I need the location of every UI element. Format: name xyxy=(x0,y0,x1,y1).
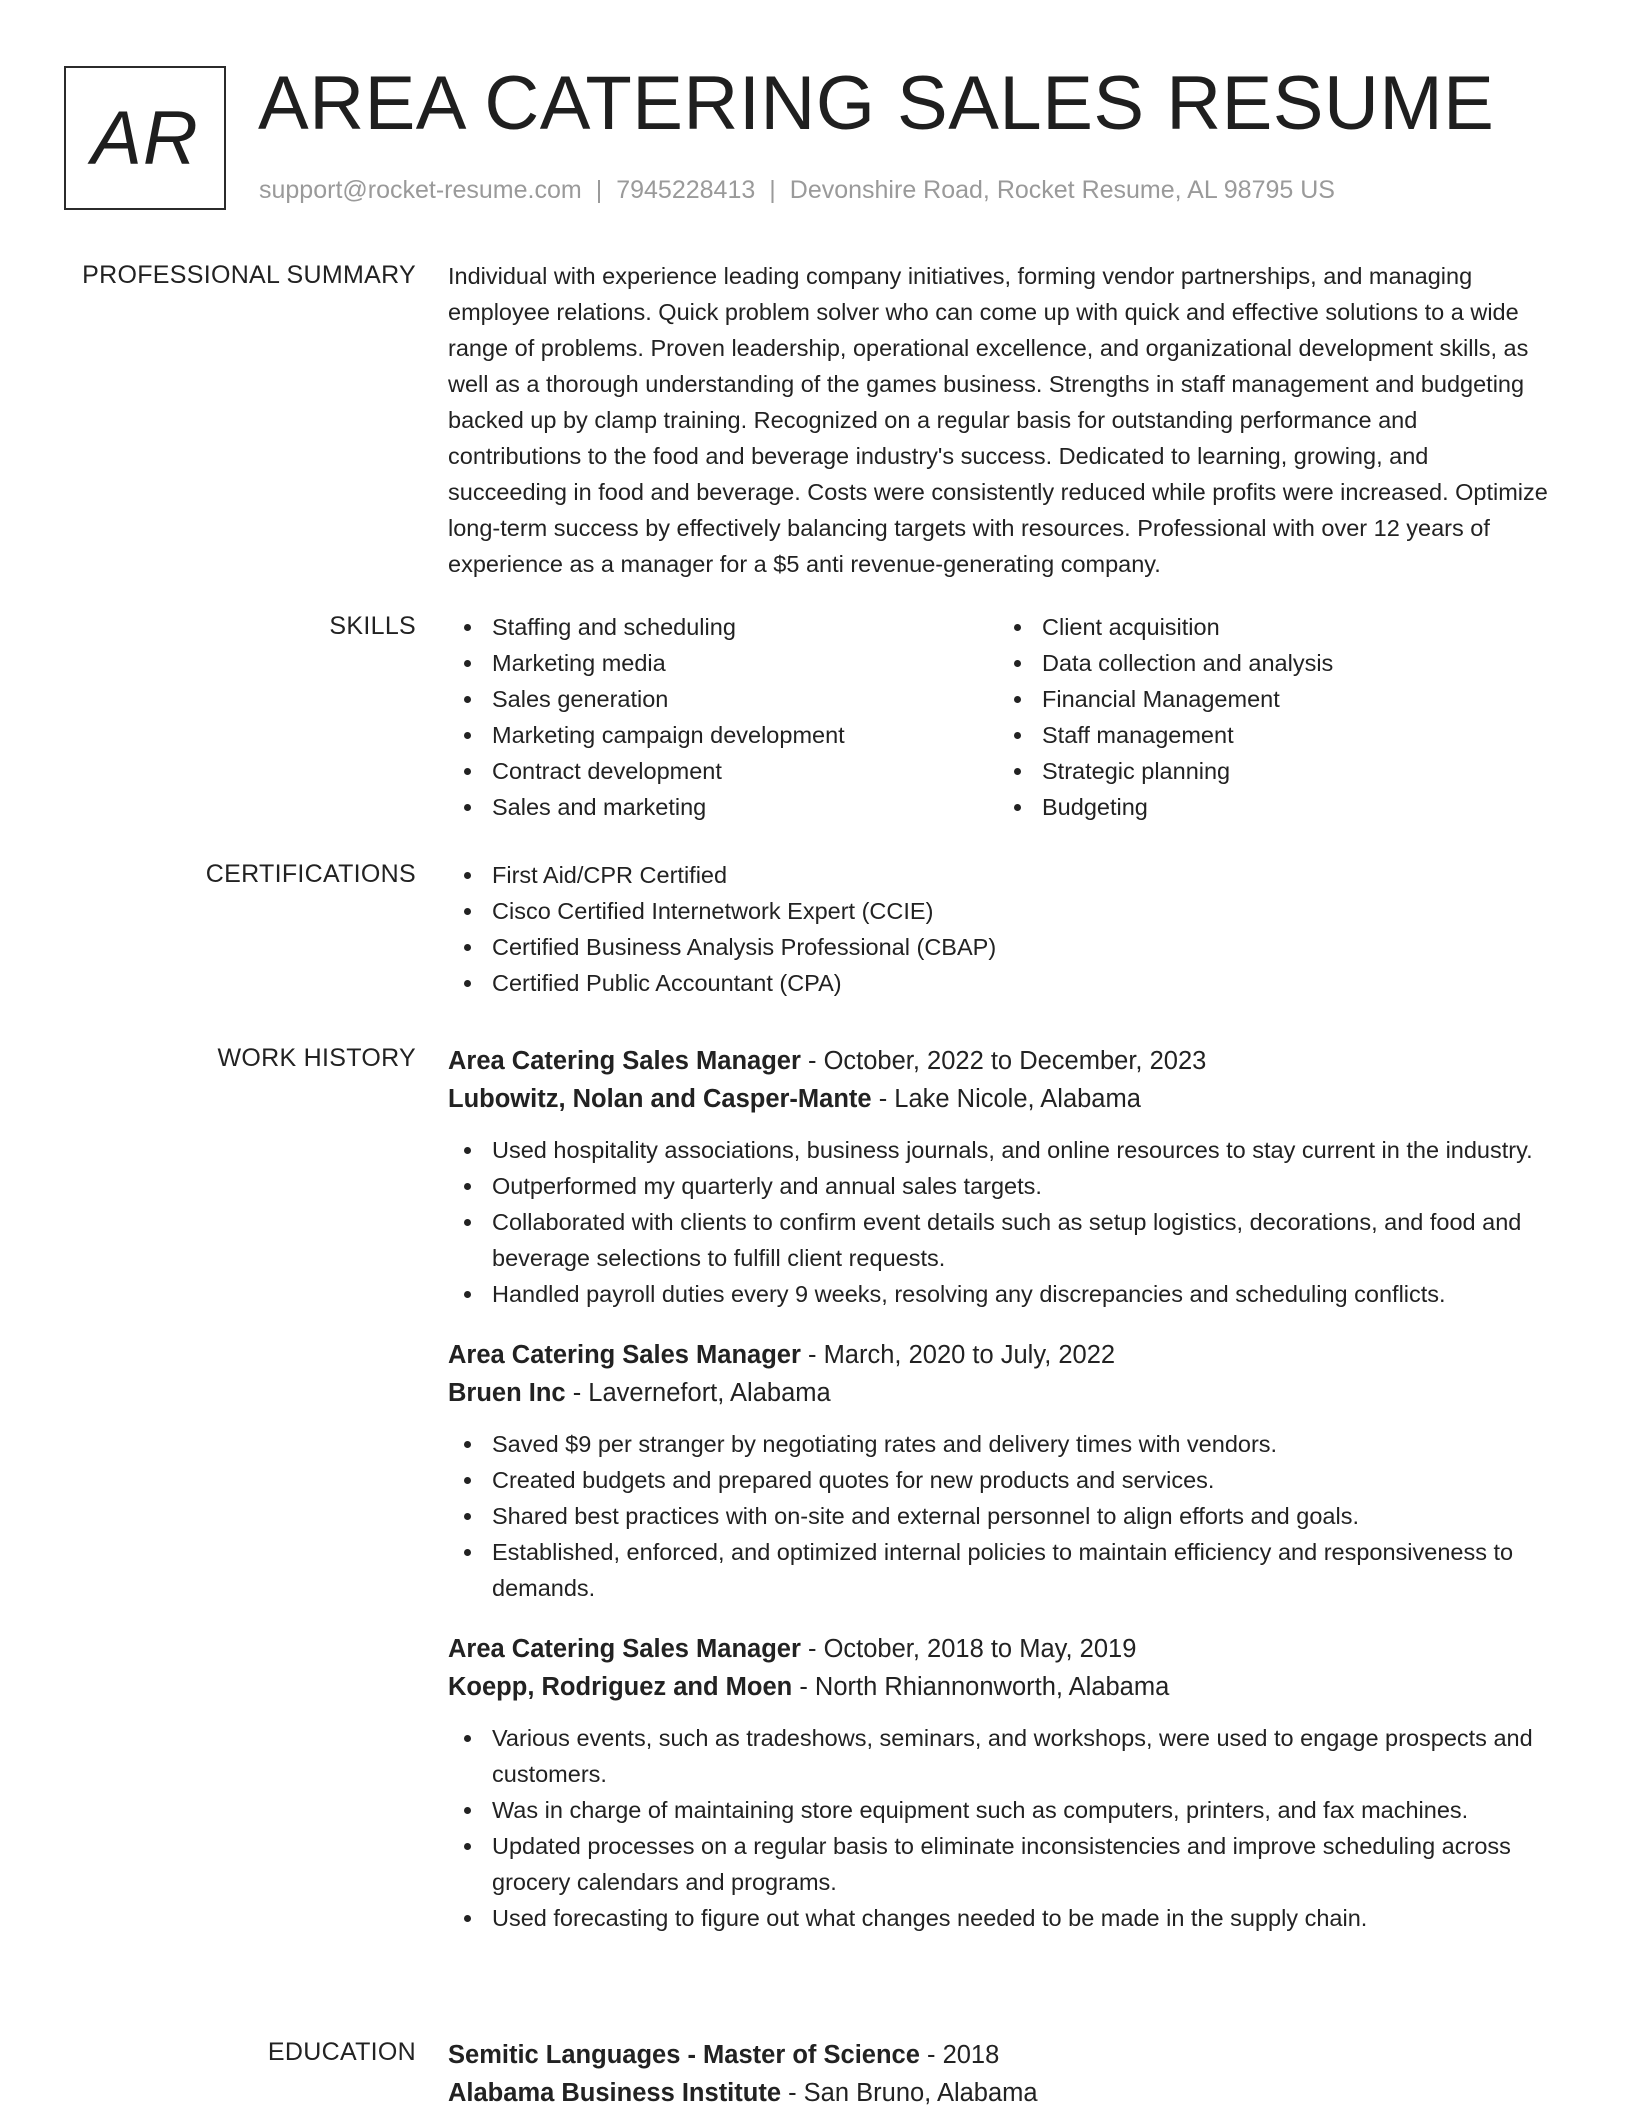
contact-line xyxy=(259,176,1335,205)
job-duty: Created budgets and prepared quotes for new products and services. xyxy=(448,1462,1548,1498)
job-title: Area Catering Sales Manager xyxy=(448,1341,801,1369)
job-duties-list xyxy=(448,1426,1548,1606)
contact-separator: | xyxy=(769,176,776,204)
job-duty: Established, enforced, and optimized internal policies to maintain efficiency and responsiveness to demands. xyxy=(448,1534,1548,1606)
contact-separator: | xyxy=(595,176,603,204)
education-content xyxy=(448,2036,1548,2112)
education-school-line xyxy=(448,2074,1548,2112)
job-employer-line xyxy=(448,1080,1548,1118)
job-heading xyxy=(448,1042,1548,1080)
education-degree: Semitic Languages - Master of Science xyxy=(448,2041,920,2069)
summary-text: Individual with experience leading company initiatives, forming vendor partnerships, and managing employee relations. Quick problem solver who can come up with quick and effective solutions to a wide range of problems. Proven leadership, operational excellence, and organizational development skills, as well as a thorough understanding of the games business. Strengths in staff management and budgeting backed up by clamp training. Recognized on a regular basis for outstanding performance and contributions to the food and beverage industry's success. Dedicated to learning, growing, and succeeding in food and beverage. Costs were consistently reduced while profits were increased. Optimize long-term success by effectively balancing targets with resources. Professional with over 12 years of experience as a manager for a $5 anti revenue-generating company. xyxy=(448,263,1548,577)
education-school: Alabama Business Institute xyxy=(448,2079,782,2107)
job-company: Lubowitz, Nolan and Casper-Mante xyxy=(448,1085,872,1113)
section-label-summary: PROFESSIONAL SUMMARY xyxy=(82,261,416,289)
skill-item: Financial Management xyxy=(998,681,1548,717)
resume-header xyxy=(64,61,1584,210)
contact-phone[interactable]: 7945228413 xyxy=(616,176,756,204)
work-history-content xyxy=(448,1042,1548,1936)
job-entry xyxy=(448,1630,1548,1936)
skill-item: Staffing and scheduling xyxy=(448,609,998,645)
job-location: - Lavernefort, Alabama xyxy=(565,1379,831,1407)
certification-item: Cisco Certified Internetwork Expert (CCIE) xyxy=(448,893,1548,929)
skill-item: Marketing media xyxy=(448,645,998,681)
skill-item: Sales and marketing xyxy=(448,789,998,825)
contact-email[interactable]: support@rocket-resume.com xyxy=(259,176,582,204)
job-heading xyxy=(448,1630,1548,1668)
skill-item: Sales generation xyxy=(448,681,998,717)
job-employer-line xyxy=(448,1374,1548,1412)
monogram-text: AR xyxy=(91,95,199,181)
certification-item: Certified Public Accountant (CPA) xyxy=(448,965,1548,1001)
job-title: Area Catering Sales Manager xyxy=(448,1635,801,1663)
job-duty: Outperformed my quarterly and annual sales targets. xyxy=(448,1168,1548,1204)
certifications-content xyxy=(448,857,1548,1001)
job-employer-line xyxy=(448,1668,1548,1706)
job-duty: Collaborated with clients to confirm event details such as setup logistics, decorations, and food and beverage selections to fulfill client requests. xyxy=(448,1204,1548,1276)
job-duties-list xyxy=(448,1132,1548,1312)
skill-item: Data collection and analysis xyxy=(998,645,1548,681)
job-duty: Handled payroll duties every 9 weeks, resolving any discrepancies and scheduling conflicts. xyxy=(448,1276,1548,1312)
job-duty: Saved $9 per stranger by negotiating rates and delivery times with vendors. xyxy=(448,1426,1548,1462)
job-heading xyxy=(448,1336,1548,1374)
skills-column-right xyxy=(998,609,1548,825)
certifications-list xyxy=(448,857,1548,1001)
job-location: - Lake Nicole, Alabama xyxy=(871,1085,1141,1113)
skill-item: Marketing campaign development xyxy=(448,717,998,753)
skill-item: Budgeting xyxy=(998,789,1548,825)
job-entry xyxy=(448,1042,1548,1312)
job-location: - North Rhiannonworth, Alabama xyxy=(792,1673,1170,1701)
job-dates: - March, 2020 to July, 2022 xyxy=(800,1341,1116,1369)
job-dates: - October, 2018 to May, 2019 xyxy=(800,1635,1137,1663)
monogram-badge xyxy=(64,66,226,210)
job-duty: Shared best practices with on-site and external personnel to align efforts and goals. xyxy=(448,1498,1548,1534)
section-label-skills: SKILLS xyxy=(329,612,416,640)
skill-item: Staff management xyxy=(998,717,1548,753)
job-duty: Used hospitality associations, business journals, and online resources to stay current in the industry. xyxy=(448,1132,1548,1168)
skill-item: Strategic planning xyxy=(998,753,1548,789)
education-heading xyxy=(448,2036,1548,2074)
skills-grid xyxy=(448,609,1548,825)
job-entry xyxy=(448,1336,1548,1606)
job-duty: Updated processes on a regular basis to eliminate inconsistencies and improve scheduling across grocery calendars and programs. xyxy=(448,1828,1548,1900)
skills-column-left xyxy=(448,609,998,825)
job-dates: - October, 2022 to December, 2023 xyxy=(800,1047,1207,1075)
job-company: Bruen Inc xyxy=(448,1379,566,1407)
skill-item: Contract development xyxy=(448,753,998,789)
section-label-work-history: WORK HISTORY xyxy=(217,1044,416,1072)
certification-item: First Aid/CPR Certified xyxy=(448,857,1548,893)
skill-item: Client acquisition xyxy=(998,609,1548,645)
section-label-certifications: CERTIFICATIONS xyxy=(205,860,416,888)
job-company: Koepp, Rodriguez and Moen xyxy=(448,1673,793,1701)
resume-title: AREA CATERING SALES RESUME xyxy=(258,61,1495,146)
education-location: - San Bruno, Alabama xyxy=(781,2079,1038,2107)
job-duties-list xyxy=(448,1720,1548,1936)
certification-item: Certified Business Analysis Professional (CBAP) xyxy=(448,929,1548,965)
contact-address: Devonshire Road, Rocket Resume, AL 98795 US xyxy=(789,176,1335,204)
job-duty: Used forecasting to figure out what changes needed to be made in the supply chain. xyxy=(448,1900,1548,1936)
education-year: - 2018 xyxy=(919,2041,1000,2069)
job-duty: Was in charge of maintaining store equipment such as computers, printers, and fax machines. xyxy=(448,1792,1548,1828)
job-duty: Various events, such as tradeshows, seminars, and workshops, were used to engage prospects and customers. xyxy=(448,1720,1548,1792)
job-title: Area Catering Sales Manager xyxy=(448,1047,801,1075)
section-label-education: EDUCATION xyxy=(267,2038,416,2066)
